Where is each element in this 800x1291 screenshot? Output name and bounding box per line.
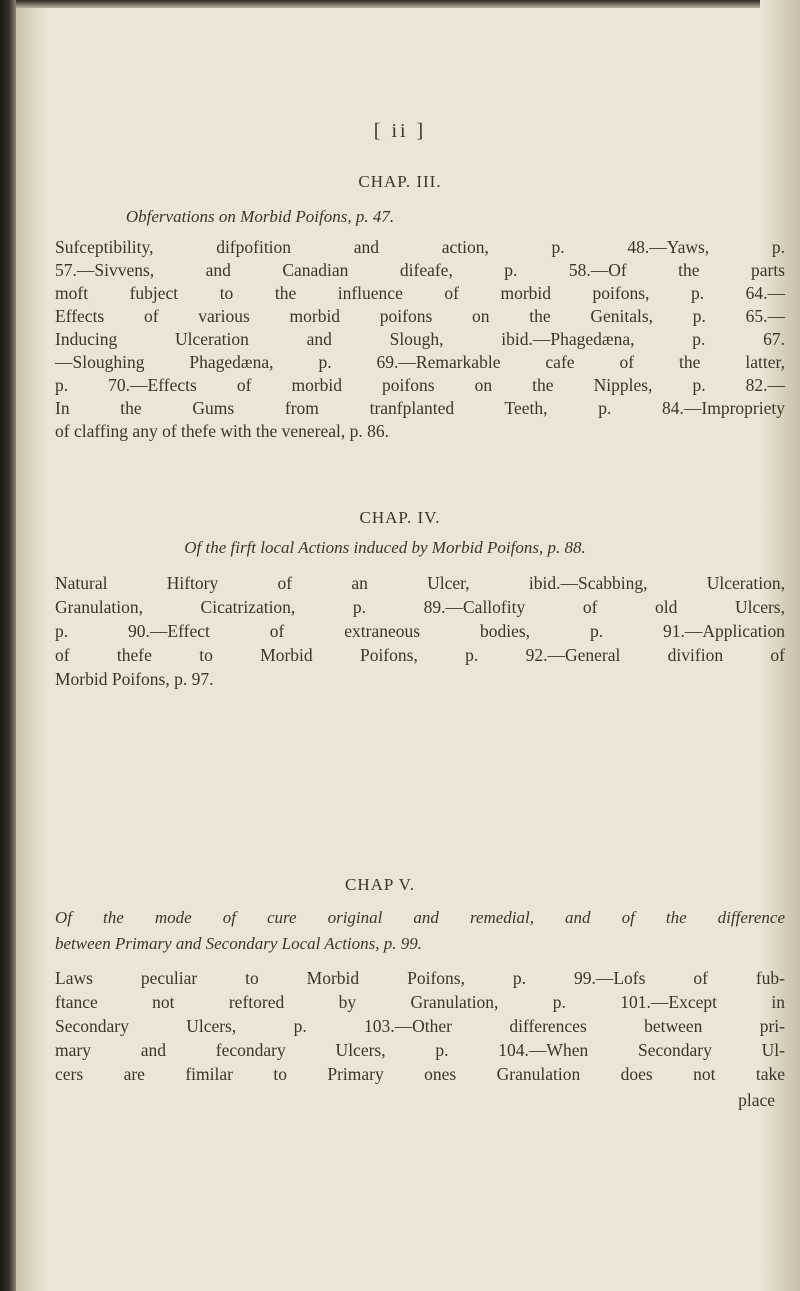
chapter-subtitle: Of the firft local Actions induced by Morbid Poifons, p. 88. — [184, 538, 586, 557]
text-line: p. 90.—Effect of extraneous bodies, p. 91.—Application — [55, 621, 785, 641]
text-line: Granulation, Cicatrization, p. 89.—Callofity of old Ulcers, — [55, 597, 785, 617]
text-line: p. 70.—Effects of morbid poifons on the Nipples, p. 82.— — [55, 375, 785, 395]
text-line: cers are fimilar to Primary ones Granulation does not take — [55, 1064, 785, 1084]
text-line: Morbid Poifons, p. 97. — [55, 669, 214, 689]
text-line: Laws peculiar to Morbid Poifons, p. 99.—Lofs of fub- — [55, 968, 785, 988]
text-line: Secondary Ulcers, p. 103.—Other differences between pri- — [55, 1016, 785, 1036]
chapter-subtitle: Obfervations on Morbid Poifons, p. 47. — [125, 207, 395, 226]
text-line: Effects of various morbid poifons on the Genitals, p. 65.— — [55, 306, 785, 326]
text-line: Inducing Ulceration and Slough, ibid.—Phagedæna, p. 67. — [55, 329, 785, 349]
text-line: moft fubject to the influence of morbid poifons, p. 64.— — [55, 283, 785, 303]
chapter-heading: CHAP. III. — [358, 172, 442, 191]
text-line: Sufceptibility, difpofition and action, p. 48.—Yaws, p. — [55, 237, 785, 257]
text-line: ftance not reftored by Granulation, p. 101.—Except in — [55, 992, 785, 1012]
page-edge-top — [0, 0, 800, 8]
text-line: In the Gums from tranfplanted Teeth, p. 84.—Impropriety — [55, 398, 785, 418]
text-line: 57.—Sivvens, and Canadian difeafe, p. 58.—Of the parts — [55, 260, 785, 280]
text-line: of thefe to Morbid Poifons, p. 92.—General divifion of — [55, 645, 785, 665]
binding-shadow — [16, 8, 46, 1291]
catchword: place — [738, 1090, 775, 1110]
page-number: [ ii ] — [373, 120, 427, 142]
text-line: mary and fecondary Ulcers, p. 104.—When Secondary Ul- — [55, 1040, 785, 1060]
chapter-subtitle: between Primary and Secondary Local Actions, p. 99. — [55, 934, 423, 953]
text-line: —Sloughing Phagedæna, p. 69.—Remarkable cafe of the latter, — [55, 352, 785, 372]
chapter-heading: CHAP. IV. — [359, 508, 441, 527]
page-edge-left — [0, 0, 16, 1291]
text-line: of claffing any of thefe with the venereal, p. 86. — [55, 421, 389, 441]
chapter-subtitle: Of the mode of cure original and remedial, and of the difference — [55, 908, 785, 927]
chapter-heading: CHAP V. — [345, 875, 415, 894]
text-line: Natural Hiftory of an Ulcer, ibid.—Scabbing, Ulceration, — [55, 573, 785, 593]
